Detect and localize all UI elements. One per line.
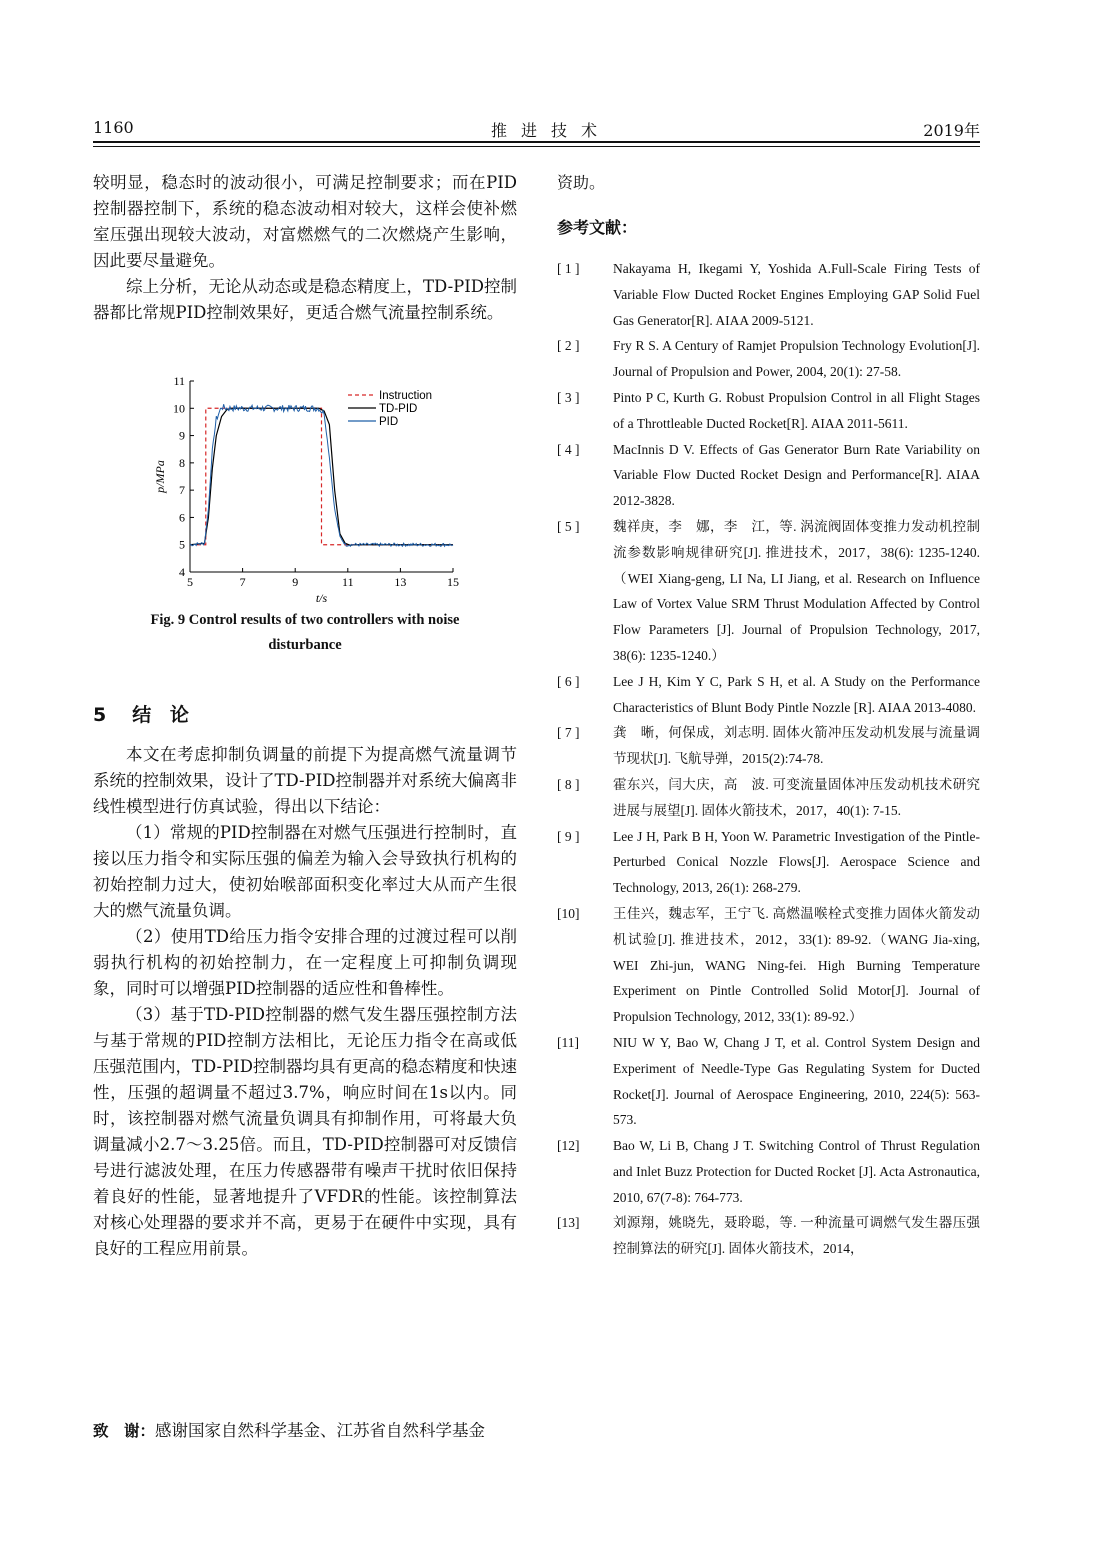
y-tick-label: 10 [173, 401, 185, 416]
reference-item [557, 514, 980, 669]
paragraph: 本文在考虑抑制负调量的前提下为提高燃气流量调节系统的控制效果，设计了TD-PID控制器并对系统大偏离非线性模型进行仿真试验，得出以下结论： [93, 745, 517, 816]
reference-number: [ 2 ] [557, 338, 580, 354]
reference-number: [ 1 ] [557, 261, 580, 276]
reference-number: [ 5 ] [557, 518, 580, 534]
reference-text: MacInnis D V. Effects of Gas Generator Burn Rate Variability on Variable Flow Ducted Rocket Design and Performance[R]. AIAA 2012-3828. [613, 441, 980, 509]
references-title: 参考文献： [557, 218, 638, 237]
reference-text: 王佳兴，魏志军，王宁飞. 高燃温喉栓式变推力固体火箭发动机试验[J]. 推进技术，2012，33(1): 89-92.（WANG Jia-xing, WEI Zhi-jun, WANG Ning-fei. High Burning Temperature Experiment on Pintle Controlled Solid Motor[J]. Journal of Propulsion Technology, 2012, 33(1): 89-92.） [613, 905, 980, 1025]
acknowledgement-label: 致 谢： [93, 1422, 156, 1440]
paragraph: 较明显，稳态时的波动很小，可满足控制要求；而在PID控制器控制下，系统的稳态波动相对较大，这样会使补燃室压强出现较大波动，对富燃燃气的二次燃烧产生影响，因此要尽量避免。 [93, 173, 517, 270]
reference-item [557, 824, 980, 901]
page-number: 1160 [93, 118, 134, 137]
left-column-top [93, 170, 517, 326]
y-tick-label: 4 [179, 565, 185, 579]
section-number: 5 [93, 704, 113, 726]
acknowledgement-continued: 资助。 [557, 173, 606, 192]
y-tick-label: 9 [179, 428, 185, 443]
y-tick-label: 11 [173, 374, 185, 388]
reference-number: [11] [557, 1034, 579, 1050]
figure-9 [93, 368, 517, 668]
reference-number: [13] [557, 1215, 580, 1231]
y-axis-label: p/MPa [153, 460, 167, 493]
figure-caption: Fig. 9 Control results of two controllers with noise disturbance [150, 612, 460, 653]
reference-number: [ 9 ] [557, 828, 580, 844]
paragraph: （1）常规的PID控制器在对燃气压强进行控制时，直接以压力指令和实际压强的偏差为输入会导致执行机构的初始控制力过大，使初始喉部面积变化率过大从而产生很大的燃气流量负调。 [93, 823, 517, 920]
reference-text: Pinto P C, Kurth G. Robust Propulsion Control in all Flight Stages of a Throttleable Ducted Rocket[R]. AIAA 2011-5611. [613, 389, 980, 431]
reference-text: 刘源翔，姚晓先，聂聆聪，等. 一种流量可调燃气发生器压强控制算法的研究[J]. 固体火箭技术，2014， [613, 1215, 980, 1257]
x-tick-label: 7 [239, 575, 246, 589]
series-line [190, 408, 453, 544]
reference-text: Lee J H, Park B H, Yoon W. Parametric Investigation of the Pintle-Perturbed Conical Nozzle Flows[J]. Aerospace Science and Technology, 2013, 26(1): 268-279. [613, 828, 980, 896]
series-line [190, 404, 453, 546]
reference-text: Nakayama H, Ikegami Y, Yoshida A.Full-Scale Firing Tests of Variable Flow Ducted Rocket Engines Employing GAP Solid Fuel Gas Generator[R]. AIAA 2009-5121. [613, 261, 980, 328]
legend-label: Instruction [379, 390, 433, 402]
y-tick-label: 5 [179, 537, 185, 552]
paragraph: 综上分析，无论从动态或是稳态精度上，TD-PID控制器都比常规PID控制效果好，更适合燃气流量控制系统。 [93, 277, 517, 322]
reference-number: [ 3 ] [557, 389, 580, 405]
x-tick-label: 9 [292, 575, 299, 589]
reference-text: Bao W, Li B, Chang J T. Switching Control of Thrust Regulation and Inlet Buzz Protection for Ducted Rocket [J]. Acta Astronautica, 2010, 67(7-8): 764-773. [613, 1138, 980, 1205]
reference-number: [12] [557, 1138, 580, 1154]
reference-text: Lee J H, Kim Y C, Park S H, et al. A Study on the Performance Characteristics of Blunt Body Pintle Nozzle [R]. AIAA 2013-4080. [613, 673, 980, 715]
y-tick-label: 7 [179, 483, 185, 498]
reference-text: 龚 晰，何保成，刘志明. 固体火箭冲压发动机发展与流量调节现状[J]. 飞航导弹，2015(2):74-78. [613, 725, 980, 767]
reference-number: [ 7 ] [557, 725, 580, 741]
reference-number: [10] [557, 905, 580, 921]
chart [93, 368, 517, 608]
reference-number: [ 8 ] [557, 776, 580, 792]
paragraph: （3）基于TD-PID控制器的燃气发生器压强控制方法与基于常规的PID控制方法相比，无论压力指令在高或低压强范围内，TD-PID控制器均具有更高的稳态精度和快速性，压强的超调量不超过3.7%，响应时间在1s以内。同时，该控制器对燃气流量负调具有抑制作用，可将最大负调量减小2.7～3.25倍。而且，TD-PID控制器可对反馈信号进行滤波处理，在压力传感器带有噪声干扰时依旧保持着良好的性能，显著地提升了VFDR的性能。该控制算法对核心处理器的要求并不高，更易于在硬件中实现，具有良好的工程应用前景。 [93, 1005, 517, 1258]
reference-item [557, 437, 980, 514]
publication-year: 2019年 [923, 121, 980, 140]
reference-item [557, 1030, 980, 1133]
reference-number: [ 4 ] [557, 441, 580, 457]
reference-item [557, 669, 980, 721]
y-tick-label: 8 [179, 455, 185, 470]
acknowledgement [93, 1418, 517, 1444]
reference-text: NIU W Y, Bao W, Chang J T, et al. Control System Design and Experiment of Needle-Type Gas Regulating System for Ducted Rocket[J]. Journal of Aerospace Engineering, 2010, 224(5): 563-573. [613, 1034, 980, 1128]
reference-item [557, 385, 980, 437]
reference-text: Fry R S. A Century of Ramjet Propulsion Technology Evolution[J]. Journal of Propulsion and Power, 2004, 20(1): 27-58. [613, 338, 980, 380]
reference-item [557, 1210, 980, 1262]
x-tick-label: 5 [187, 575, 193, 589]
reference-item [557, 772, 980, 824]
legend-label: TD-PID [379, 403, 418, 415]
acknowledgement-text: 感谢国家自然科学基金、江苏省自然科学基金 [155, 1421, 486, 1440]
header-rule-thin [93, 146, 980, 147]
reference-text: 魏祥庚，李 娜，李 江，等. 涡流阀固体变推力发动机控制流参数影响规律研究[J]. 推进技术，2017，38(6): 1235-1240.（WEI Xiang-geng, LI Na, LI Jiang, et al. Research on Influence Law of Vortex Value SRM Thrust Modulation Affected by Control Flow Parameters [J]. Journal of Propulsion Technology, 2017, 38(6): 1235-1240.） [613, 518, 980, 663]
journal-name: 推进技术 [490, 121, 611, 140]
reference-item [557, 720, 980, 772]
reference-item [557, 256, 980, 333]
reference-item [557, 1133, 980, 1210]
x-tick-label: 11 [342, 575, 354, 589]
section-title: 结 论 [132, 704, 195, 726]
left-column-conclusions [93, 742, 517, 1262]
x-tick-label: 13 [394, 575, 407, 589]
x-tick-label: 15 [447, 575, 459, 589]
paragraph: （2）使用TD给压力指令安排合理的过渡过程可以削弱执行机构的初始控制力，在一定程度上可抑制负调现象，同时可以增强PID控制器的适应性和鲁棒性。 [93, 927, 517, 998]
reference-item [557, 901, 980, 1030]
reference-list [557, 256, 980, 1262]
y-tick-label: 6 [179, 510, 185, 525]
reference-number: [ 6 ] [557, 673, 580, 689]
x-axis-label: t/s [315, 591, 328, 605]
reference-text: 霍东兴，闫大庆，高 波. 可变流量固体冲压发动机技术研究进展与展望[J]. 固体火箭技术，2017，40(1): 7-15. [613, 776, 980, 818]
section-heading [93, 700, 195, 727]
reference-item [557, 333, 980, 385]
legend-label: PID [379, 416, 399, 428]
header-rule-thick [93, 141, 980, 143]
